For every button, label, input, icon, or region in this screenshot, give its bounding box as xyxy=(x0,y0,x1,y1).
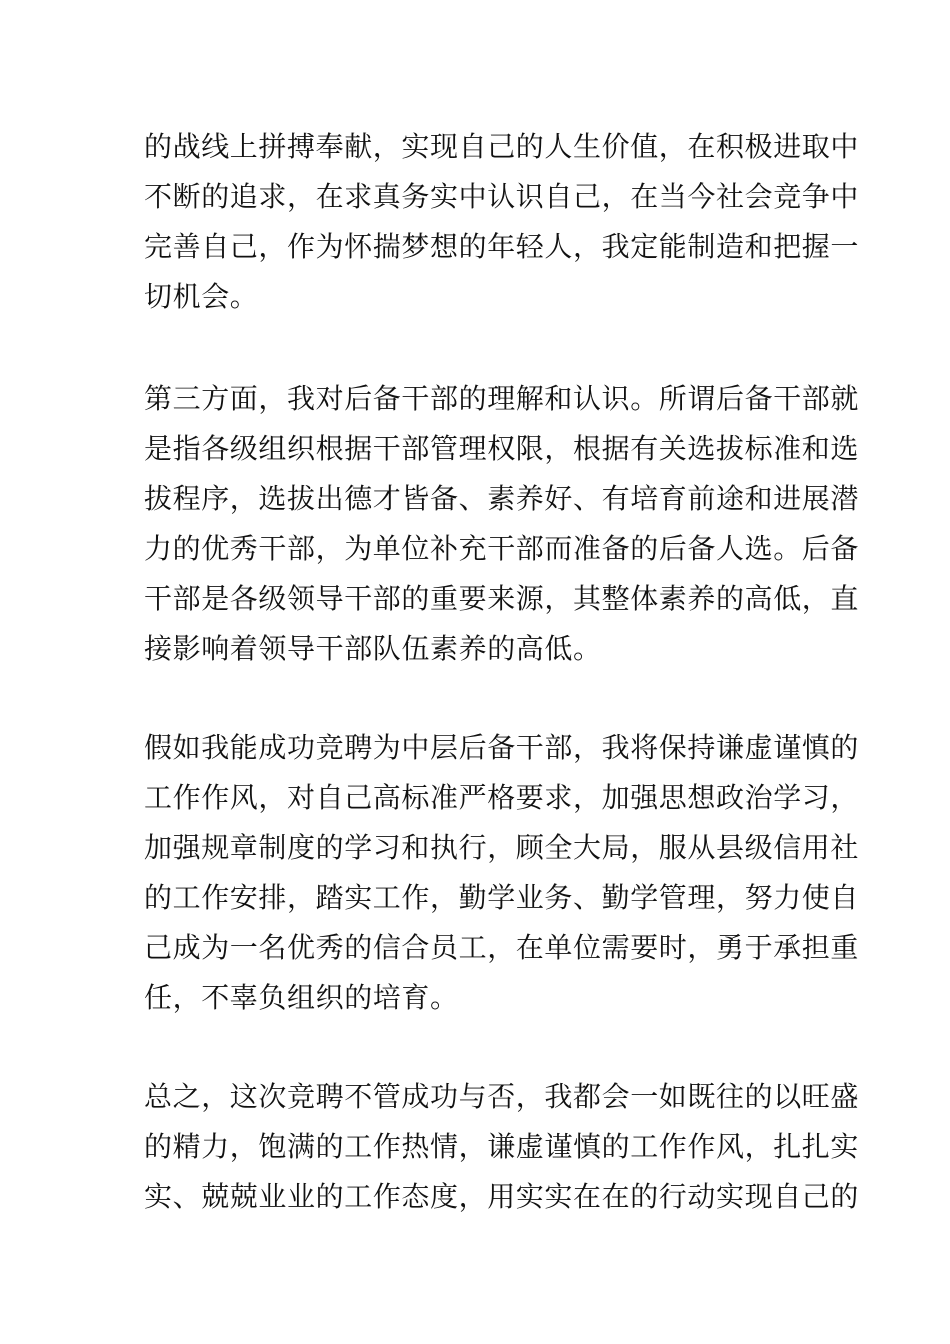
text-line: 切机会。 xyxy=(144,280,259,313)
text-line: 的工作安排，踏实工作，勤学业务、勤学管理，努力使自 xyxy=(144,881,860,914)
text-line: 己成为一名优秀的信合员工，在单位需要时，勇于承担重 xyxy=(144,931,860,964)
text-line: 第三方面，我对后备干部的理解和认识。所谓后备干部就 xyxy=(144,382,860,415)
paragraph-4 xyxy=(144,1072,860,1222)
text-line: 的战线上拼搏奉献，实现自己的人生价值，在积极进取中 xyxy=(144,130,860,163)
text-line: 假如我能成功竞聘为中层后备干部，我将保持谦虚谨慎的 xyxy=(144,731,860,764)
text-line: 接影响着领导干部队伍素养的高低。 xyxy=(144,632,602,665)
text-line: 拔程序，选拔出德才皆备、素养好、有培育前途和进展潜 xyxy=(144,482,860,515)
text-line: 的精力，饱满的工作热情，谦虚谨慎的工作作风，扎扎实 xyxy=(144,1130,860,1163)
paragraph-1 xyxy=(144,122,860,322)
text-line: 总之，这次竞聘不管成功与否，我都会一如既往的以旺盛 xyxy=(144,1080,860,1113)
text-line: 是指各级组织根据干部管理权限，根据有关选拔标准和选 xyxy=(144,432,860,465)
paragraph-2 xyxy=(144,374,860,674)
text-line: 加强规章制度的学习和执行，顾全大局，服从县级信用社 xyxy=(144,831,860,864)
text-line: 任，不辜负组织的培育。 xyxy=(144,981,459,1014)
text-line: 不断的追求，在求真务实中认识自己，在当今社会竞争中 xyxy=(144,180,860,213)
text-line: 力的优秀干部，为单位补充干部而准备的后备人选。后备 xyxy=(144,532,860,565)
text-line: 实、兢兢业业的工作态度，用实实在在的行动实现自己的 xyxy=(144,1180,860,1213)
paragraph-3 xyxy=(144,723,860,1023)
text-line: 工作作风，对自己高标准严格要求，加强思想政治学习， xyxy=(144,781,860,814)
text-line: 干部是各级领导干部的重要来源，其整体素养的高低，直 xyxy=(144,582,860,615)
text-line: 完善自己，作为怀揣梦想的年轻人，我定能制造和把握一 xyxy=(144,230,860,263)
